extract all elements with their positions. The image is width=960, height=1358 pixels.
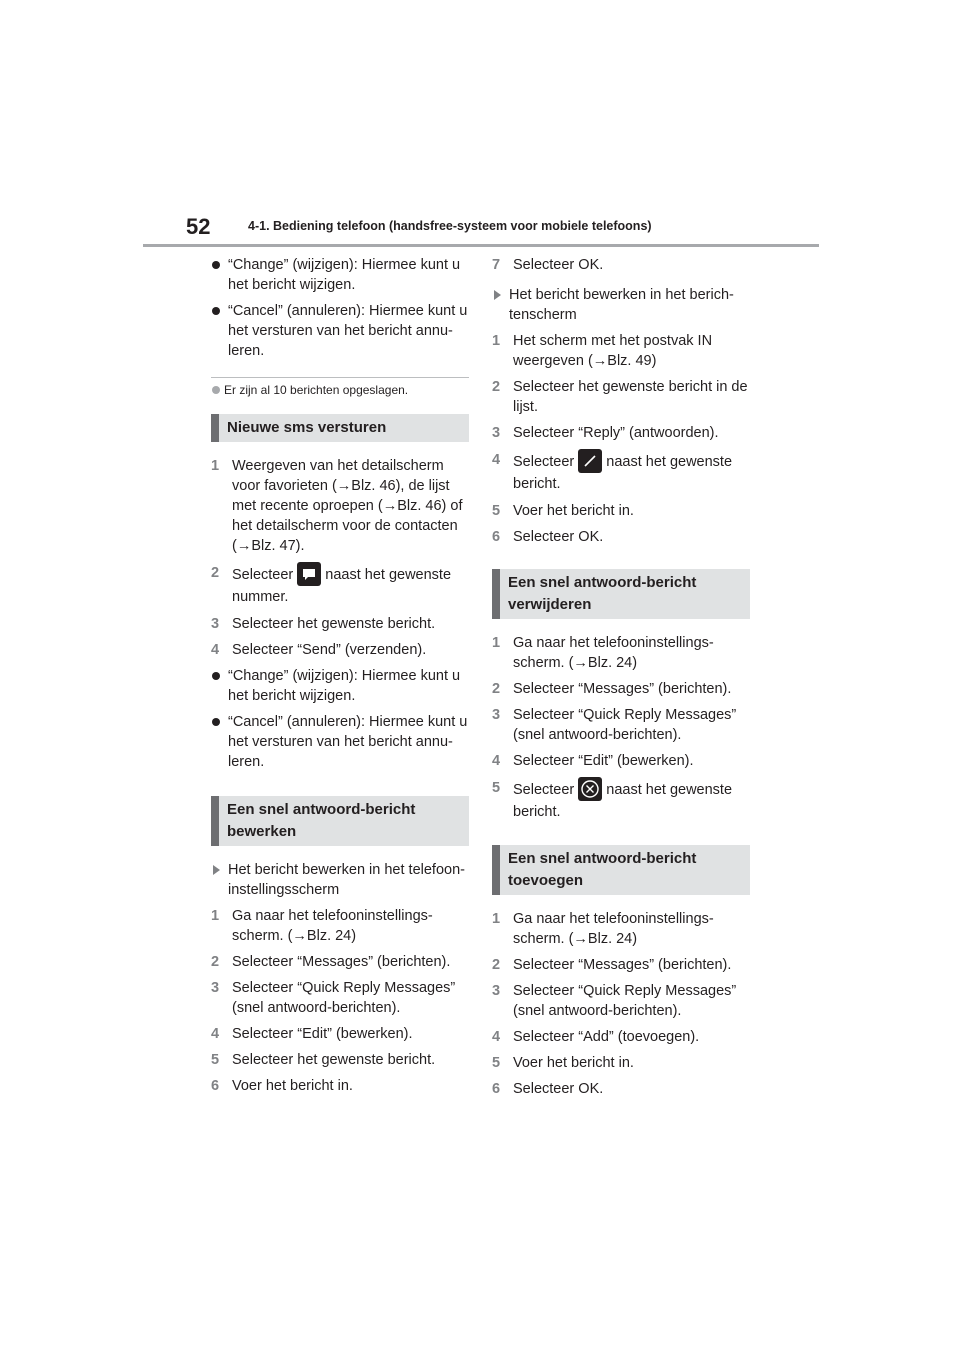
step-item: 1 Ga naar het telefooninstellings-scherm. (→Blz. 24) — [492, 911, 714, 947]
step-item: 4 Selecteer “Send” (verzenden). — [211, 642, 427, 658]
step-item: 1 Ga naar het telefooninstellings-scherm. (→Blz. 24) — [211, 908, 433, 944]
bullet-item: “Change” (wijzigen): Hiermee kunt u het bericht wijzigen. — [211, 666, 469, 706]
step-item: 5 Selecteer het gewenste bericht. — [211, 1052, 436, 1068]
delete-x-icon — [578, 777, 602, 801]
step-item: 4 Selecteer naast het gewenste bericht. — [492, 449, 750, 495]
step-item: 2 Selecteer “Messages” (berichten). — [492, 957, 732, 973]
section-title: Nieuwe sms versturen — [211, 414, 469, 442]
note-dot-icon — [212, 386, 220, 394]
right-column — [492, 255, 750, 1105]
step-item: 3 Selecteer het gewenste bericht. — [211, 616, 436, 632]
step-item: 3 Selecteer “Quick Reply Messages” (snel antwoord-berichten). — [211, 980, 456, 1016]
step-item: 6 Voer het bericht in. — [211, 1078, 353, 1094]
section-title: Een snel antwoord-bericht verwijderen — [492, 569, 750, 619]
step-item: 1 Weergeven van het detailscherm voor favorieten (→Blz. 46), de lijst met recente oproepen (→Blz. 46) of het detailscherm voor de contacten (→Blz. 47). — [211, 458, 463, 554]
arrow-item: Het bericht bewerken in het berich-tenscherm — [492, 285, 750, 325]
step-item: 2 Selecteer “Messages” (berichten). — [492, 681, 732, 697]
step-item: 3 Selecteer “Quick Reply Messages” (snel antwoord-berichten). — [492, 707, 737, 743]
bullet-dot-icon — [212, 672, 220, 680]
step-item: 6 Selecteer OK. — [492, 1081, 604, 1097]
section-title: Een snel antwoord-bericht toevoegen — [492, 845, 750, 895]
bullet-item: “Cancel” (annuleren): Hiermee kunt u het versturen van het bericht annu-leren. — [211, 712, 469, 772]
running-head: 4-1. Bediening telefoon (handsfree-systeem voor mobiele telefoons) — [248, 219, 652, 233]
step-item: 4 Selecteer “Add” (toevoegen). — [492, 1029, 700, 1045]
page-number: 52 — [186, 214, 211, 239]
step-item: 2 Selecteer het gewenste bericht in de lijst. — [492, 379, 748, 415]
step-item: 5 Selecteer naast het gewenste bericht. — [492, 777, 750, 823]
step-item: 1 Het scherm met het postvak IN weergeven (→Blz. 49) — [492, 333, 713, 369]
step-item: 4 Selecteer “Edit” (bewerken). — [211, 1026, 413, 1042]
arrow-item: Het bericht bewerken in het telefoon-instellingsscherm — [211, 860, 469, 900]
step-item: 1 Ga naar het telefooninstellings-scherm. (→Blz. 24) — [492, 635, 714, 671]
bullet-dot-icon — [212, 261, 220, 269]
step-item: 2 Selecteer “Messages” (berichten). — [211, 954, 451, 970]
step-item: 6 Selecteer OK. — [492, 529, 604, 545]
bullet-item: “Cancel” (annuleren): Hiermee kunt u het versturen van het bericht annu-leren. — [211, 301, 469, 361]
section-title: Een snel antwoord-bericht bewerken — [211, 796, 469, 846]
arrow-right-icon — [213, 865, 220, 875]
bullet-dot-icon — [212, 718, 220, 726]
step-item: 7 Selecteer OK. — [492, 257, 604, 273]
edit-pencil-icon — [578, 449, 602, 473]
note: Er zijn al 10 berichten opgeslagen. — [211, 377, 469, 398]
step-item: 5 Voer het bericht in. — [492, 1055, 634, 1071]
arrow-right-icon — [494, 290, 501, 300]
bullet-item: “Change” (wijzigen): Hiermee kunt u het bericht wijzigen. — [211, 255, 469, 295]
header-rule — [143, 244, 819, 247]
step-item: 4 Selecteer “Edit” (bewerken). — [492, 753, 694, 769]
message-icon — [297, 562, 321, 586]
left-column — [211, 255, 469, 1102]
step-item: 2 Selecteer naast het gewenste nummer. — [211, 562, 469, 608]
bullet-dot-icon — [212, 307, 220, 315]
step-item: 5 Voer het bericht in. — [492, 503, 634, 519]
step-item: 3 Selecteer “Reply” (antwoorden). — [492, 425, 719, 441]
step-item: 3 Selecteer “Quick Reply Messages” (snel antwoord-berichten). — [492, 983, 737, 1019]
